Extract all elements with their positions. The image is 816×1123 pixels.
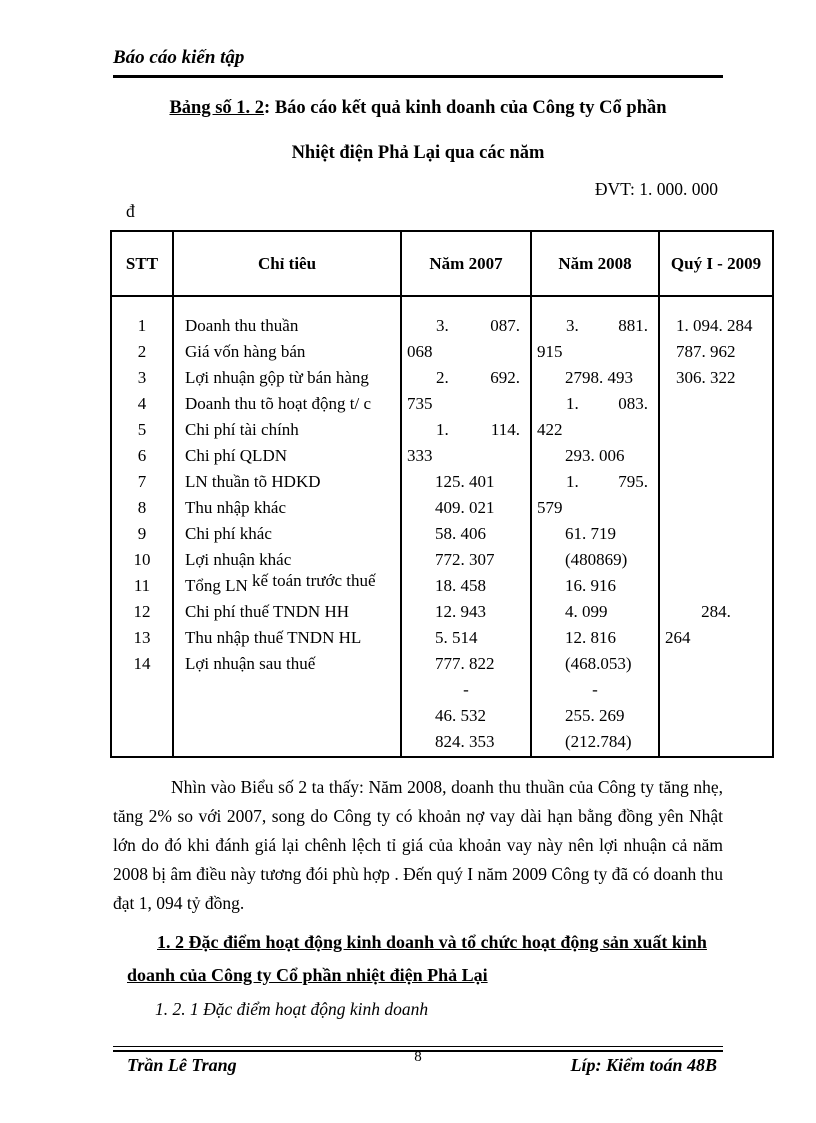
row-number: 12 bbox=[133, 602, 151, 621]
table-caption bbox=[113, 86, 723, 176]
row-label-raised-text: kế toán trước thuế bbox=[247, 571, 376, 590]
table-cell-value: 12. 816 bbox=[565, 628, 616, 647]
table-cell-value bbox=[660, 703, 772, 729]
table-cell-value: - bbox=[463, 680, 469, 699]
table-cell-value: 58. 406 bbox=[435, 524, 486, 543]
row-label bbox=[174, 547, 400, 573]
column-nam-2007 bbox=[401, 296, 531, 757]
table-cell-value: 787. 962 bbox=[676, 342, 736, 361]
caption-number: Bảng số 1. 2 bbox=[169, 98, 265, 118]
table-cell-value bbox=[660, 547, 772, 573]
row-label bbox=[174, 313, 400, 339]
table-cell-value: 12. 943 bbox=[435, 602, 486, 621]
row-label-text: Chi phí khác bbox=[185, 524, 272, 543]
value-part: 692. bbox=[490, 368, 520, 387]
row-label-text: Chi phí tài chính bbox=[185, 420, 299, 439]
table-cell-value: (468.053) bbox=[565, 654, 632, 673]
caption-text: : Báo cáo kết quả kinh doanh của Công ty Cổ phần bbox=[264, 98, 667, 118]
column-header-chi-tieu: Chỉ tiêu bbox=[173, 231, 401, 296]
row-number: 11 bbox=[133, 576, 151, 595]
column-header-nam-2008: Năm 2008 bbox=[531, 231, 659, 296]
row-label-text: Lợi nhuận khác bbox=[185, 550, 292, 569]
table-cell-value: 915 bbox=[537, 342, 563, 361]
table-cell-value: 264 bbox=[665, 628, 691, 647]
row-label bbox=[174, 495, 400, 521]
row-number: 10 bbox=[133, 550, 151, 569]
table-cell-value: 409. 021 bbox=[435, 498, 495, 517]
row-label bbox=[174, 417, 400, 443]
column-header-quy-1-2009: Quý I - 2009 bbox=[659, 231, 773, 296]
section-subheading: 1. 2. 1 Đặc điểm hoạt động kinh doanh bbox=[155, 999, 429, 1019]
table-cell-value bbox=[532, 469, 658, 495]
row-number: 7 bbox=[137, 472, 147, 491]
row-label-text: Doanh thu tõ hoạt động t/ c bbox=[185, 394, 372, 413]
row-number bbox=[112, 677, 172, 703]
table-cell-value bbox=[660, 469, 772, 495]
footer-class: Líp: Kiểm toán 48B bbox=[570, 1055, 717, 1075]
row-label-text: Giá vốn hàng bán bbox=[185, 342, 306, 361]
row-number: 2 bbox=[137, 342, 147, 361]
row-label-text: Chi phí QLDN bbox=[185, 446, 287, 465]
table-cell-value bbox=[660, 495, 772, 521]
row-label bbox=[174, 365, 400, 391]
income-statement-table bbox=[110, 230, 774, 758]
column-nam-2008 bbox=[531, 296, 659, 757]
row-label-text: Thu nhập khác bbox=[185, 498, 287, 517]
row-number: 6 bbox=[137, 446, 147, 465]
row-label bbox=[174, 599, 400, 625]
value-part: 3. bbox=[566, 316, 579, 335]
table-cell-value bbox=[660, 443, 772, 469]
table-cell-value bbox=[660, 651, 772, 677]
row-number bbox=[112, 703, 172, 729]
table-cell-value bbox=[660, 677, 772, 703]
table-cell-value: 1. 094. 284 bbox=[676, 316, 753, 335]
row-number: 8 bbox=[137, 498, 147, 517]
row-number: 5 bbox=[137, 420, 147, 439]
row-label bbox=[174, 651, 400, 677]
table-cell-value: 46. 532 bbox=[435, 706, 486, 725]
table-cell-value: 284. bbox=[701, 602, 731, 621]
row-label-text: Lợi nhuận gộp từ bán hàng bbox=[185, 368, 369, 387]
row-label bbox=[174, 703, 400, 729]
row-label bbox=[174, 573, 400, 599]
value-part: 795. bbox=[618, 472, 648, 491]
column-quy-1-2009 bbox=[659, 296, 773, 757]
table-cell-value bbox=[660, 417, 772, 443]
table-cell-value: 824. 353 bbox=[435, 732, 495, 751]
table-cell-value: (212.784) bbox=[565, 732, 632, 751]
table-cell-value bbox=[660, 729, 772, 755]
column-stt bbox=[111, 296, 173, 757]
table-cell-value: (480869) bbox=[565, 550, 628, 569]
value-part: 881. bbox=[618, 316, 648, 335]
table-cell-value: 068 bbox=[407, 342, 433, 361]
table-cell-value bbox=[532, 313, 658, 339]
table-cell-value: 579 bbox=[537, 498, 563, 517]
table-cell-value: 16. 916 bbox=[565, 576, 616, 595]
value-part: 087. bbox=[490, 316, 520, 335]
value-part: 083. bbox=[618, 394, 648, 413]
table-cell-value bbox=[402, 313, 530, 339]
footer-author: Trần Lê Trang bbox=[127, 1055, 237, 1075]
row-label bbox=[174, 443, 400, 469]
page-number: 8 bbox=[414, 1049, 422, 1065]
row-label-text: Doanh thu thuần bbox=[185, 316, 299, 335]
row-label-text: LN thuần tõ HDKD bbox=[185, 472, 321, 491]
table-cell-value: 2798. 493 bbox=[565, 368, 633, 387]
row-label-text: Lợi nhuận sau thuế bbox=[185, 654, 316, 673]
caption-line-2: Nhiệt điện Phả Lại qua các năm bbox=[291, 143, 545, 163]
value-part: 1. bbox=[566, 472, 579, 491]
page-footer bbox=[113, 1055, 723, 1076]
table-cell-value: 5. 514 bbox=[435, 628, 478, 647]
column-chi-tieu bbox=[173, 296, 401, 757]
column-header-stt: STT bbox=[111, 231, 173, 296]
row-label bbox=[174, 469, 400, 495]
table-cell-value bbox=[660, 521, 772, 547]
table-cell-value: 125. 401 bbox=[435, 472, 495, 491]
row-number: 14 bbox=[133, 654, 151, 673]
table-cell-value: 61. 719 bbox=[565, 524, 616, 543]
table-cell-value: 735 bbox=[407, 394, 433, 413]
running-header-title: Báo cáo kiến tập bbox=[113, 47, 245, 68]
section-heading bbox=[127, 926, 727, 992]
table-cell-value: 306. 322 bbox=[676, 368, 736, 387]
row-label-text: Chi phí thuế TNDN HH bbox=[185, 602, 350, 621]
table-cell-value bbox=[660, 573, 772, 599]
table-cell-value: 333 bbox=[407, 446, 433, 465]
row-label bbox=[174, 677, 400, 703]
unit-label: ĐVT: 1. 000. 000 bbox=[594, 179, 718, 199]
table-cell-value: 255. 269 bbox=[565, 706, 625, 725]
row-label bbox=[174, 391, 400, 417]
table-cell-value bbox=[402, 417, 530, 443]
table-cell-value: 293. 006 bbox=[565, 446, 625, 465]
row-number: 13 bbox=[133, 628, 151, 647]
analysis-paragraph: Nhìn vào Biểu số 2 ta thấy: Năm 2008, doanh thu thuần của Công ty tăng nhẹ, tăng 2% so với 2007, song do Công ty có khoản nợ vay dài hạn bằng đồng yên Nhật lớn do đó khi đánh giá lại chênh lệch tỉ giá của khoản vay này nên lợi nhuận cả năm 2008 bị âm điều này tương đói phù hợp . Đến quý I năm 2009 Công ty đã có doanh thu đạt 1, 094 tỷ đồng. bbox=[113, 777, 723, 913]
table-cell-value bbox=[532, 391, 658, 417]
table-cell-value: 772. 307 bbox=[435, 550, 495, 569]
table-cell-value: 4. 099 bbox=[565, 602, 608, 621]
table-body-row bbox=[111, 296, 773, 757]
row-number: 1 bbox=[137, 316, 147, 335]
row-number: 3 bbox=[137, 368, 147, 387]
value-part: 2. bbox=[436, 368, 449, 387]
table-cell-value bbox=[402, 365, 530, 391]
running-header bbox=[113, 46, 723, 78]
unit-overflow: đ bbox=[126, 201, 135, 221]
section-heading-text: 1. 2 Đặc điểm hoạt động kinh doanh và tổ chức hoạt động sản xuất kinh doanh của Công ty Cổ phần nhiệt điện Phả Lại bbox=[127, 932, 707, 985]
value-part: 1. bbox=[566, 394, 579, 413]
table-cell-value: 422 bbox=[537, 420, 563, 439]
row-label bbox=[174, 625, 400, 651]
row-number: 9 bbox=[137, 524, 147, 543]
value-part: 3. bbox=[436, 316, 449, 335]
column-header-nam-2007: Năm 2007 bbox=[401, 231, 531, 296]
row-label-text: Tổng LN bbox=[185, 576, 248, 595]
row-label bbox=[174, 521, 400, 547]
table-cell-value: 18. 458 bbox=[435, 576, 486, 595]
row-label bbox=[174, 729, 400, 755]
value-part: 114. bbox=[490, 420, 520, 439]
table-cell-value: 777. 822 bbox=[435, 654, 495, 673]
value-part: 1. bbox=[436, 420, 449, 439]
caption-line-1 bbox=[113, 86, 723, 131]
table-cell-value: - bbox=[592, 680, 598, 699]
row-label-text: Thu nhập thuế TNDN HL bbox=[185, 628, 362, 647]
row-number: 4 bbox=[137, 394, 147, 413]
table-cell-value bbox=[660, 391, 772, 417]
row-label bbox=[174, 339, 400, 365]
table-header-row bbox=[111, 231, 773, 296]
row-number bbox=[112, 729, 172, 755]
